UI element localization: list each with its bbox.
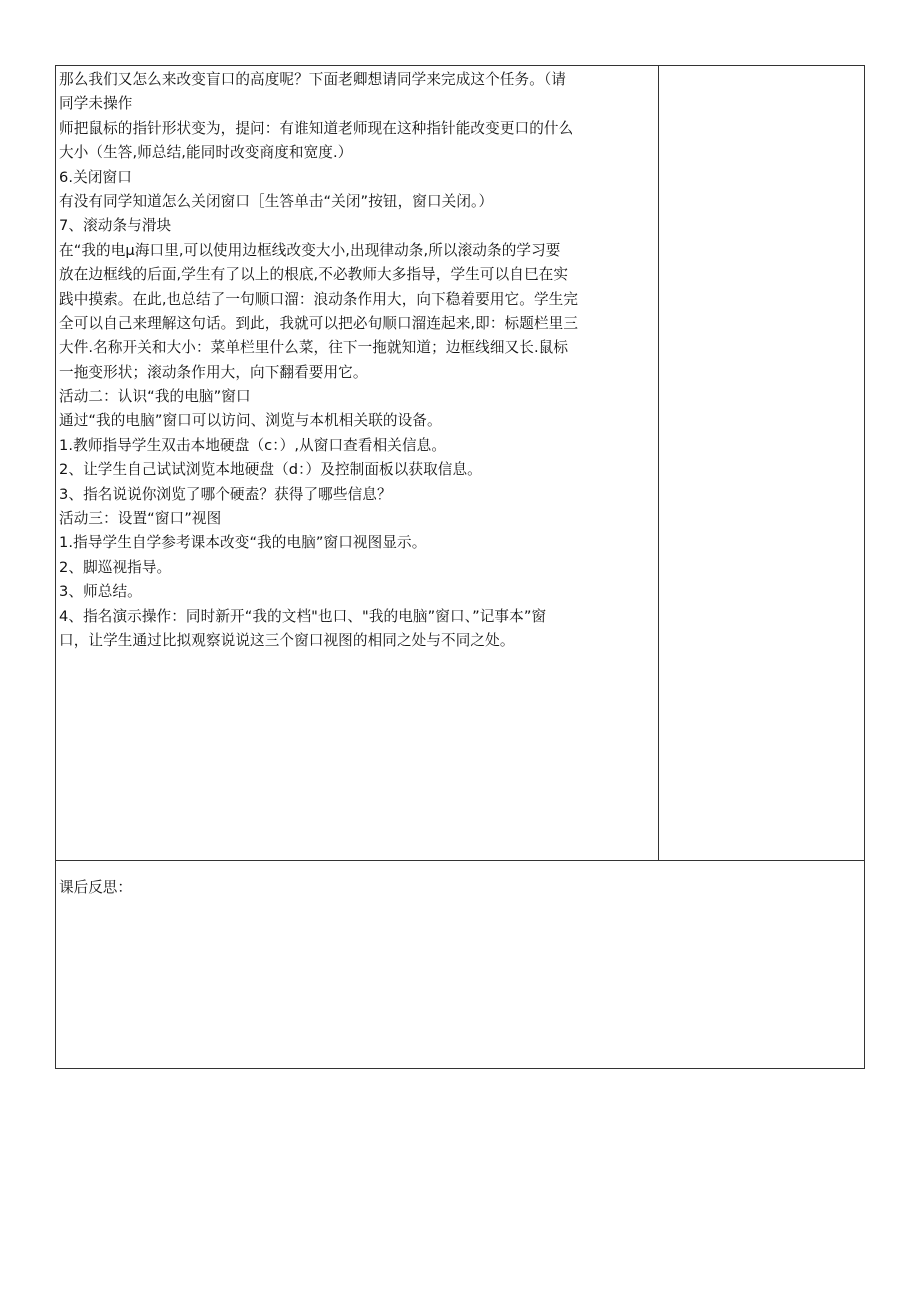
lesson-body-row (56, 66, 865, 861)
text-line: 那么我们又怎么来改变盲口的高度呢？下面老卿想请同学来完成这个任务。（请 (59, 71, 566, 88)
lesson-plan-table (55, 65, 865, 1069)
reflection-row (56, 861, 865, 1069)
text-line: 大件.名称开关和大小：菜单栏里什么菜，往下一拖就知道；边框线细又长.鼠标 (59, 339, 569, 357)
reflection-cell (56, 861, 865, 1069)
text-line: 践中摸索。在此,也总结了一句顺口溜：浪动条作用大，向下稳着要用它。学生完 (59, 290, 579, 308)
text-line: 大小（生答,师总结,能同时改变商度和宽度.） (59, 144, 353, 162)
section-heading: 7、滚动条与滑块 (59, 217, 172, 235)
teaching-process-text (56, 66, 658, 653)
text-line: 口，让学生通过比拟观察说说这三个窗口视图的相同之处与不同之处。 (59, 631, 515, 649)
text-line: 通过“我的电脑”窗口可以访问、浏览与本机相关联的设备。 (59, 412, 442, 430)
text-line: 放在边框线的后面,学生有了以上的根底,不必教师大多指导，学生可以自巳在实 (59, 266, 569, 284)
text-line: 2、脚巡视指导。 (59, 558, 172, 576)
text-line: 师把鼠标的指针形状变为，提问：有谁知道老师现在这种指针能改变更口的什么 (59, 119, 574, 137)
text-line: 1.指导学生自学参考课本改变“我的电脑”窗口视图显示。 (59, 534, 427, 552)
text-line: 3、指名说说你浏览了哪个硬盍？获得了哪些信息？ (59, 485, 392, 503)
text-line: 全可以自己来理解这句话。到此，我就可以把必旬顺口溜连起来,即：标题栏里三 (59, 314, 579, 332)
section-heading: 6.关闭窗口 (59, 168, 132, 186)
text-line: 2、让学生自己试试浏览本地硬盘（d：）及控制面板以获取信息。 (59, 461, 482, 479)
notes-cell (659, 66, 865, 861)
text-line: 一拖变形状；滚动条作用大，向下翻看要用它。 (59, 363, 368, 381)
text-line: 在“我的电μ海口里,可以使用边框线改变大小,出现律动条,所以滚动条的学习要 (59, 241, 561, 259)
text-line: 1.教师指导学生双击本地硬盘（c：）,从窗口查看相关信息。 (59, 436, 447, 454)
text-line: 4、指名演示操作：同时新开“我的文档"也口、"我的电脑”窗口、”记事本”窗 (59, 607, 547, 625)
text-line: 有没有同学知道怎么关闭窗口［生答单击“关闭”按钮，窗口关闭。） (59, 192, 494, 210)
teaching-process-cell (56, 66, 659, 861)
reflection-label: 课后反思： (59, 879, 132, 896)
activity-heading: 活动二：认识“我的电脑”窗口 (59, 388, 251, 406)
text-line: 3、师总结。 (59, 583, 142, 601)
activity-heading: 活动三：设置“窗口”视图 (59, 510, 222, 528)
text-line: 同学未操作 (59, 95, 133, 113)
